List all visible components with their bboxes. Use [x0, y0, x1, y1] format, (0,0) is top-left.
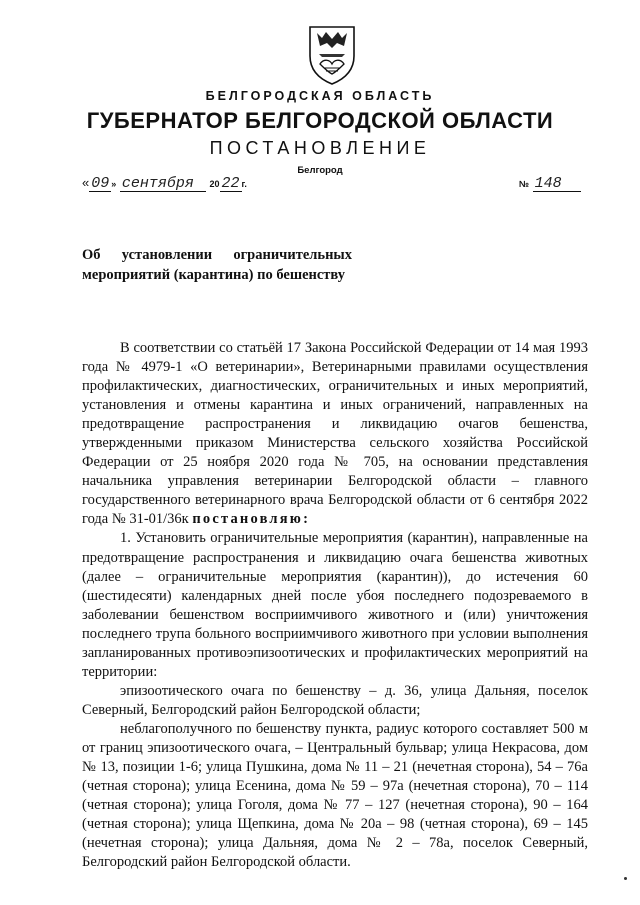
subject-line-2: мероприятий (карантина) по бешенству: [82, 267, 346, 283]
unfavorable-area-paragraph: неблагополучного по бешенству пункта, радиус которого составляет 500 м от границ эпизоотического очага, – Центральный бульвар; улица Некрасова, дом № 13, позиции 1-6; улица Пушкина, дома № 11 – 21 (нечетная сторона), 54 – 76а (четная сторона); улица Есенина, дома № 59 – 97а (нечетная сторона), 70 – 114 (четная сторона); улица Гоголя, дома № 77 – 127 (нечетная сторона), 90 – 164 (четная сторона); улица Щепкина, дома № 20а – 98 (четная сторона), 69 – 145 (нечетная сторона); улица Дальняя, дома № 2 – 78а, поселок Северный, Белгородский район Белгородской области.: [82, 720, 588, 871]
document-type: ПОСТАНОВЛЕНИЕ: [209, 138, 431, 158]
date-open-quote: «: [82, 175, 90, 190]
number-value: 148: [533, 176, 581, 192]
number-label: №: [519, 179, 530, 189]
date-day: 09: [91, 175, 110, 192]
city-name: Белгород: [297, 165, 343, 176]
date-month: сентября: [120, 176, 206, 192]
epizootic-focus-paragraph: эпизоотического очага по бешенству – д. 36, улица Дальняя, поселок Северный, Белгородский район Белгородской области;: [82, 682, 588, 718]
coat-of-arms-emblem: [306, 24, 358, 86]
date-year-mark: г.: [241, 179, 247, 189]
decree-word: постановляю:: [192, 511, 311, 528]
item-1-paragraph: 1. Установить ограничительные мероприятия (карантин), направленные на предотвращение распространения и ликвидацию очага бешенства животных (далее – ограничительные мероприятия (карантин)), до истечения 60 (шестидесяти) календарных дней после убоя последнего подозреваемого в заболевании бешенством восприимчивого животного и (или) уничтожения последнего трупа больного восприимчивого животного при условии выполнения запланированных противоэпизоотических и профилактических мероприятий на территории:: [82, 530, 588, 680]
preamble-text: В соответствии со статьёй 17 Закона Российской Федерации от 14 мая 1993 года № 4979-1 «О ветеринарии», Ветеринарными правилами осуществления профилактических, диагностических, ограничительных и иных мероприятий, установления и отмены карантина и иных ограничений, направленных на предотвращение распространения и ликвидацию очагов бешенства, утвержденными приказом Министерства сельского хозяйства Российской Федерации от 25 ноября 2020 года № 705, на основании представления начальника управления ветеринарии Белгородской области – главного государственного ветеринарного врача Белгородской области от 6 сентября 2022 года № 31-01/36к: [82, 340, 588, 528]
preamble-paragraph: [82, 339, 588, 529]
governor-title: ГУБЕРНАТОР БЕЛГОРОДСКОЙ ОБЛАСТИ: [86, 108, 554, 133]
document-date: [82, 175, 247, 192]
scan-speck: [624, 877, 627, 880]
date-year-suffix: 22: [221, 175, 240, 192]
document-number: [519, 175, 581, 192]
date-close-quote: »: [111, 179, 117, 189]
region-name: БЕЛГОРОДСКАЯ ОБЛАСТЬ: [205, 89, 435, 103]
document-subject: [82, 245, 352, 285]
subject-line-1: Об установлении ограничительных: [82, 247, 352, 263]
date-year-prefix: 20: [209, 179, 220, 189]
document-body: [82, 339, 588, 872]
